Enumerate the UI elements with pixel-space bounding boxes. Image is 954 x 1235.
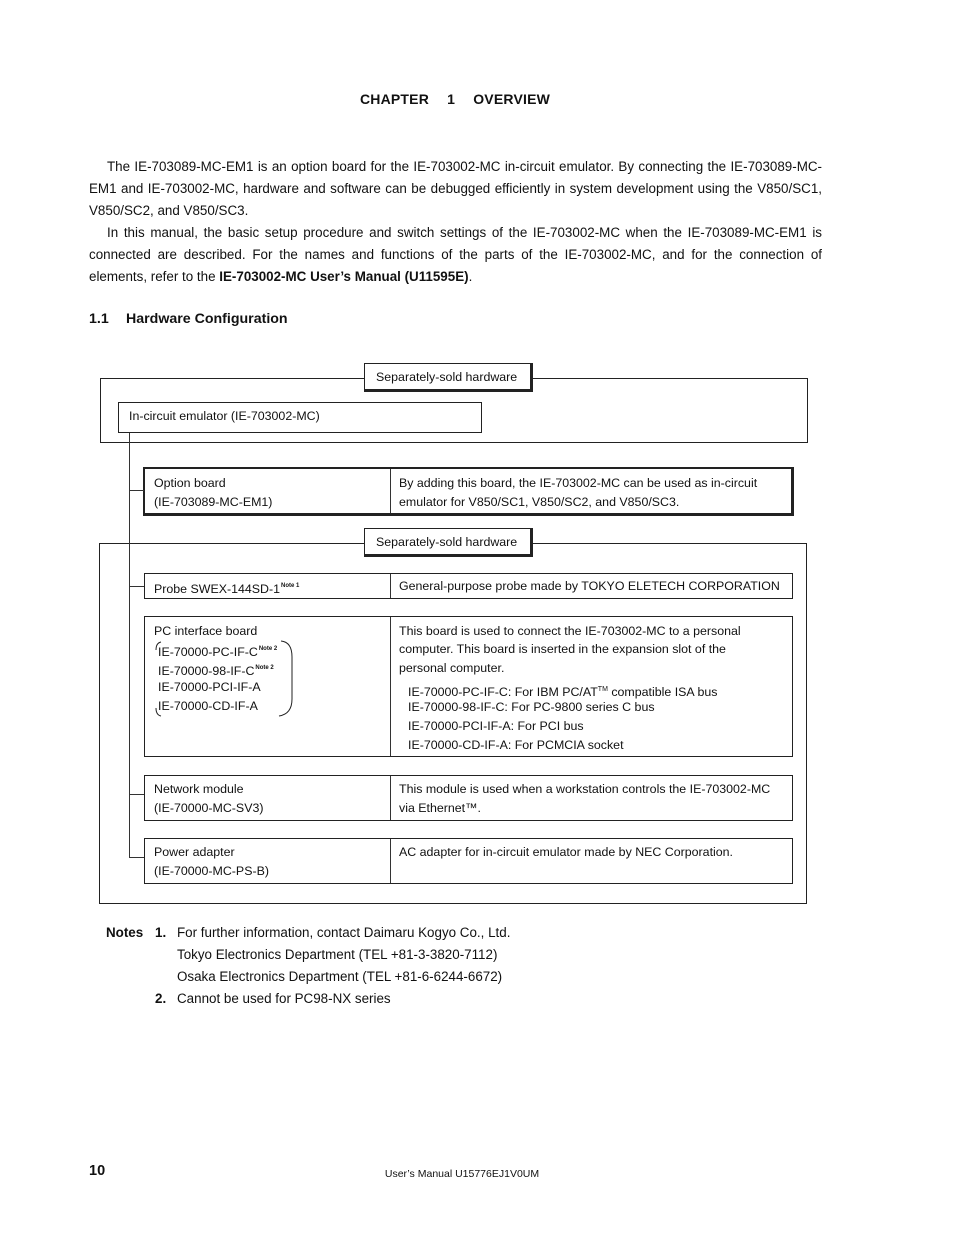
pc-board-desc-2: computer. This board is inserted in the expansion slot of the: [399, 642, 726, 656]
pc-board-desc-1: This board is used to connect the IE-703002-MC to a personal: [399, 624, 741, 638]
connector-branch: [129, 857, 144, 858]
pc-board-item-note: Note 2: [255, 665, 274, 671]
pc-board-use-pc-a: IE-70000-PC-IF-C: For IBM PC/AT: [408, 685, 598, 699]
intro-paragraph-2: [89, 222, 822, 288]
network-divider: [390, 776, 391, 820]
connector-branch: [129, 490, 144, 491]
page-number: 10: [89, 1163, 106, 1179]
network-name: Network module: [154, 782, 244, 796]
emulator-box: [118, 402, 482, 433]
pc-board-use-cd: IE-70000-CD-IF-A: For PCMCIA socket: [408, 738, 624, 752]
pc-board-brace: [145, 617, 305, 727]
chapter-heading: [0, 91, 910, 107]
note-2-number: 2.: [155, 991, 167, 1006]
pc-board-item-model: IE-70000-CD-IF-A: [158, 699, 258, 713]
probe-divider: [390, 574, 391, 598]
power-row: [144, 838, 793, 884]
note-1-line-3: Osaka Electronics Department (TEL +81-6-6244-6672): [177, 969, 503, 984]
pc-board-item-note: Note 2: [258, 646, 278, 652]
emulator-label: In-circuit emulator (IE-703002-MC): [129, 409, 320, 423]
intro-paragraph-1: [89, 156, 822, 222]
chapter-title: OVERVIEW: [473, 91, 551, 107]
chapter-number: 1: [447, 91, 456, 107]
network-desc-2: via Ethernet™.: [399, 801, 481, 815]
pc-board-row: [144, 616, 793, 757]
probe-row: [144, 573, 793, 599]
network-row: [144, 775, 793, 821]
note-1-number: 1.: [155, 925, 167, 940]
chapter-label: CHAPTER: [359, 91, 430, 107]
power-desc: AC adapter for in-circuit emulator made by NEC Corporation.: [399, 845, 733, 859]
trademark-mark: TM: [597, 686, 608, 693]
probe-note-ref: Note 1: [281, 583, 300, 589]
power-model: (IE-70000-MC-PS-B): [154, 864, 269, 878]
pc-board-use-pci: IE-70000-PCI-IF-A: For PCI bus: [408, 719, 584, 733]
option-board-name: Option board: [154, 476, 226, 490]
intro-p1-text: The IE-703089-MC-EM1 is an option board for the IE-703002-MC in-circuit emulator. By connecting the IE-703089-MC-EM1 and IE-703002-MC, hardware and software can be debugged efficiently in system development using the V850/SC1, V850/SC2, and V850/SC3.: [89, 159, 822, 218]
section-title: Hardware Configuration: [126, 311, 288, 327]
option-board-desc-1: By adding this board, the IE-703002-MC can be used as in-circuit: [399, 476, 758, 490]
pc-board-item-model: IE-70000-PC-IF-C: [158, 645, 258, 659]
pc-board-desc-3: personal computer.: [399, 661, 505, 675]
network-model: (IE-70000-MC-SV3): [154, 801, 264, 815]
footer-manual-id: User’s Manual U15776EJ1V0UM: [384, 1168, 540, 1180]
pc-board-name: PC interface board: [154, 624, 258, 638]
manual-reference: IE-703002-MC User’s Manual (U11595E): [219, 269, 469, 284]
notes-label: Notes: [106, 925, 144, 940]
group2-label: Separately-sold hardware: [364, 528, 533, 557]
probe-name: [154, 577, 299, 599]
note-1-line-1: For further information, contact Daimaru Kogyo Co., Ltd.: [177, 925, 511, 940]
power-name: Power adapter: [154, 845, 235, 859]
network-desc-1: This module is used when a workstation controls the IE-703002-MC: [399, 782, 771, 796]
option-board-row: [143, 467, 794, 516]
option-board-model: (IE-703089-MC-EM1): [154, 495, 273, 509]
section-heading: [89, 311, 288, 327]
connector-branch: [129, 586, 144, 587]
note-2-text: Cannot be used for PC98-NX series: [177, 991, 391, 1006]
power-divider: [390, 839, 391, 883]
option-board-desc-2: emulator for V850/SC1, V850/SC2, and V850/SC3.: [399, 495, 680, 509]
pc-board-item-model: IE-70000-98-IF-C: [158, 664, 255, 678]
connector-branch: [129, 794, 144, 795]
note-1-line-2: Tokyo Electronics Department (TEL +81-3-3820-7112): [177, 947, 498, 962]
probe-name-text: Probe SWEX-144SD-1: [154, 582, 281, 596]
pc-board-use-pc-b: compatible ISA bus: [607, 685, 718, 699]
group1-label: Separately-sold hardware: [364, 363, 533, 392]
option-board-divider: [390, 469, 391, 513]
pc-board-divider: [390, 617, 391, 756]
intro-p2-text: In this manual, the basic setup procedure and switch settings of the IE-703002-MC when the IE-703089-MC-EM1 is connected are described. For the names and functions of the parts of the IE-703002-MC, and for the connection of elements, refer to the: [89, 225, 822, 284]
pc-board-use-98: IE-70000-98-IF-C: For PC-9800 series C bus: [408, 700, 655, 714]
pc-board-item-model: IE-70000-PCI-IF-A: [158, 680, 261, 694]
intro-p2-end: .: [468, 269, 473, 284]
section-number: 1.1: [89, 311, 109, 327]
probe-desc: General-purpose probe made by TOKYO ELETECH CORPORATION: [399, 579, 780, 593]
